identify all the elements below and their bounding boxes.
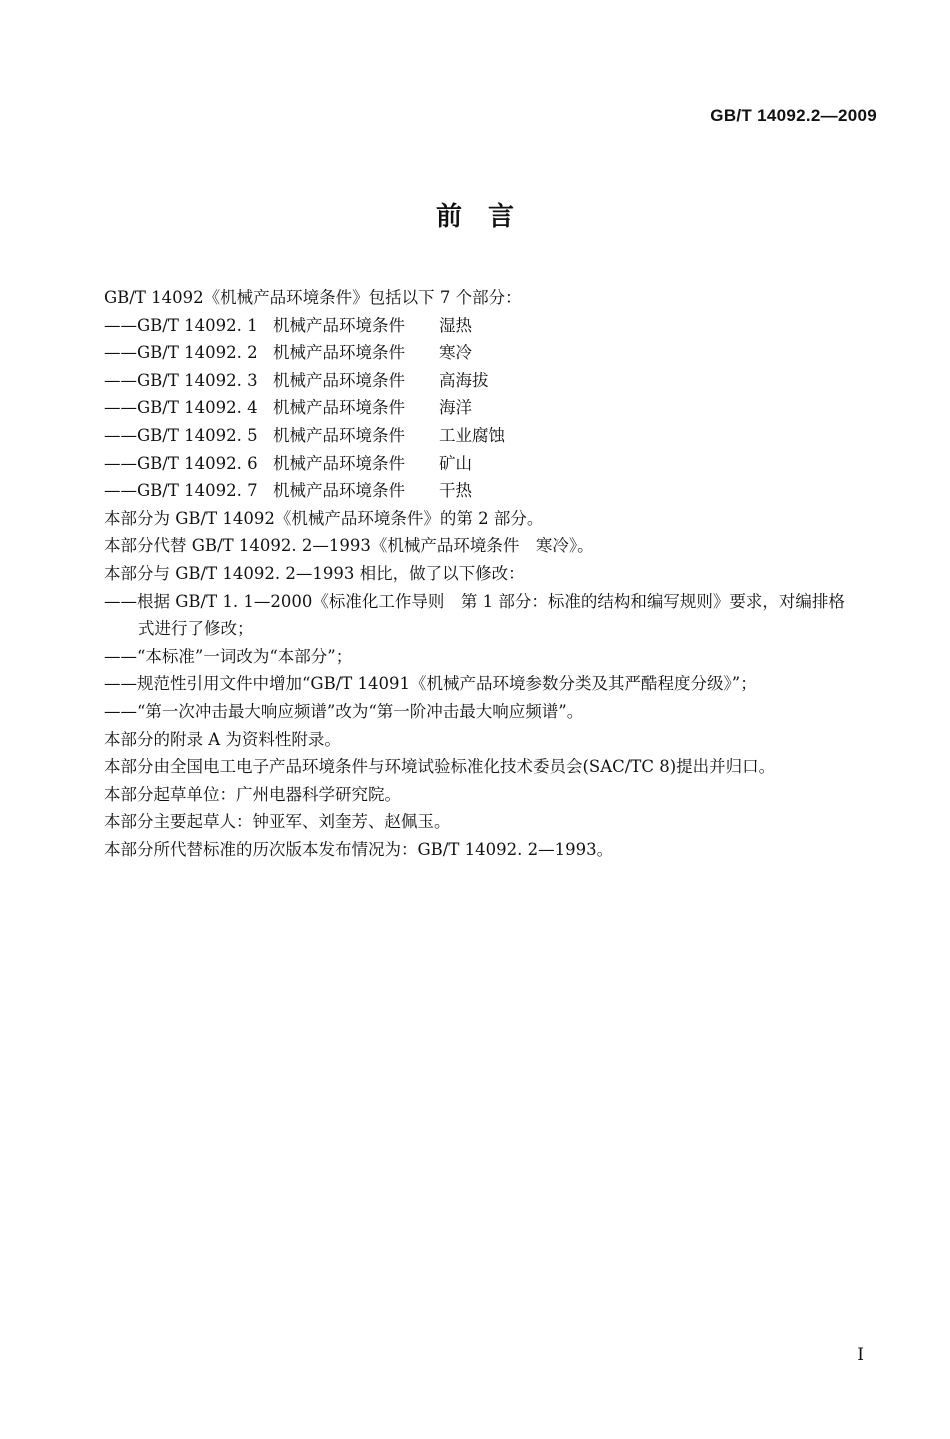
- list-dash: ——: [104, 315, 137, 335]
- change-item-4: ——“第一次冲击最大响应频谱”改为“第一阶冲击最大响应频谱”。: [104, 701, 584, 721]
- list-dash: ——: [104, 453, 137, 473]
- part-code: GB/T 14092. 5: [137, 425, 258, 445]
- part-list-item: [104, 367, 884, 395]
- part-name: 机械产品环境条件: [273, 481, 405, 501]
- part-name: 机械产品环境条件: [273, 453, 405, 473]
- list-dash: ——: [104, 398, 137, 418]
- standard-number: GB/T 14092.2—2009: [710, 106, 877, 125]
- page-title: 前 言: [435, 202, 514, 232]
- part-name: 机械产品环境条件: [273, 343, 405, 363]
- part-subject: 矿山: [439, 453, 472, 473]
- part-code: GB/T 14092. 7: [137, 481, 258, 501]
- paragraph-replaces: 本部分代替 GB/T 14092. 2—1993《机械产品环境条件 寒冷》。: [104, 536, 594, 556]
- part-list-item: [104, 450, 884, 478]
- part-code: GB/T 14092. 1: [137, 315, 258, 335]
- change-item-1-line-1: ——根据 GB/T 1. 1—2000《标准化工作导则 第 1 部分：标准的结构和编写规则》要求，对编排格: [104, 591, 845, 611]
- page-number: I: [857, 1345, 864, 1365]
- change-item-1-line-2: 式进行了修改；: [138, 619, 254, 639]
- list-dash: ——: [104, 370, 137, 390]
- part-subject: 干热: [439, 481, 472, 501]
- paragraph-changes-intro: 本部分与 GB/T 14092. 2—1993 相比，做了以下修改：: [104, 563, 525, 583]
- paragraph-proposer: 本部分由全国电工电子产品环境条件与环境试验标准化技术委员会(SAC/TC 8)提出并归口。: [104, 757, 776, 777]
- part-list-item: [104, 477, 884, 505]
- change-item-2: ——“本标准”一词改为“本部分”；: [104, 646, 353, 666]
- part-list-item: [104, 312, 884, 340]
- part-subject: 工业腐蚀: [439, 425, 505, 445]
- part-list-item: [104, 394, 884, 422]
- paragraph-history: 本部分所代替标准的历次版本发布情况为：GB/T 14092. 2—1993。: [104, 839, 614, 859]
- part-code: GB/T 14092. 6: [137, 453, 258, 473]
- part-subject: 湿热: [439, 315, 472, 335]
- part-subject: 高海拔: [439, 370, 489, 390]
- foreword-body: [104, 284, 884, 863]
- paragraph-annex: 本部分的附录 A 为资料性附录。: [104, 729, 341, 749]
- part-list-item: [104, 422, 884, 450]
- intro-paragraph: GB/T 14092《机械产品环境条件》包括以下 7 个部分：: [104, 288, 522, 307]
- part-code: GB/T 14092. 4: [137, 398, 258, 418]
- part-list-item: [104, 339, 884, 367]
- list-dash: ——: [104, 343, 137, 363]
- paragraph-drafting-unit: 本部分起草单位：广州电器科学研究院。: [104, 784, 401, 804]
- part-name: 机械产品环境条件: [273, 398, 405, 418]
- paragraph-drafters: 本部分主要起草人：钟亚军、刘奎芳、赵佩玉。: [104, 812, 451, 832]
- part-subject: 海洋: [439, 398, 472, 418]
- part-subject: 寒冷: [439, 343, 472, 363]
- change-item-3: ——规范性引用文件中增加“GB/T 14091《机械产品环境参数分类及其严酷程度分级》”；: [104, 674, 757, 694]
- list-dash: ——: [104, 481, 137, 501]
- part-name: 机械产品环境条件: [273, 315, 405, 335]
- part-name: 机械产品环境条件: [273, 370, 405, 390]
- part-code: GB/T 14092. 2: [137, 343, 258, 363]
- list-dash: ——: [104, 425, 137, 445]
- part-code: GB/T 14092. 3: [137, 370, 258, 390]
- paragraph-part-scope: 本部分为 GB/T 14092《机械产品环境条件》的第 2 部分。: [104, 508, 544, 528]
- part-name: 机械产品环境条件: [273, 425, 405, 445]
